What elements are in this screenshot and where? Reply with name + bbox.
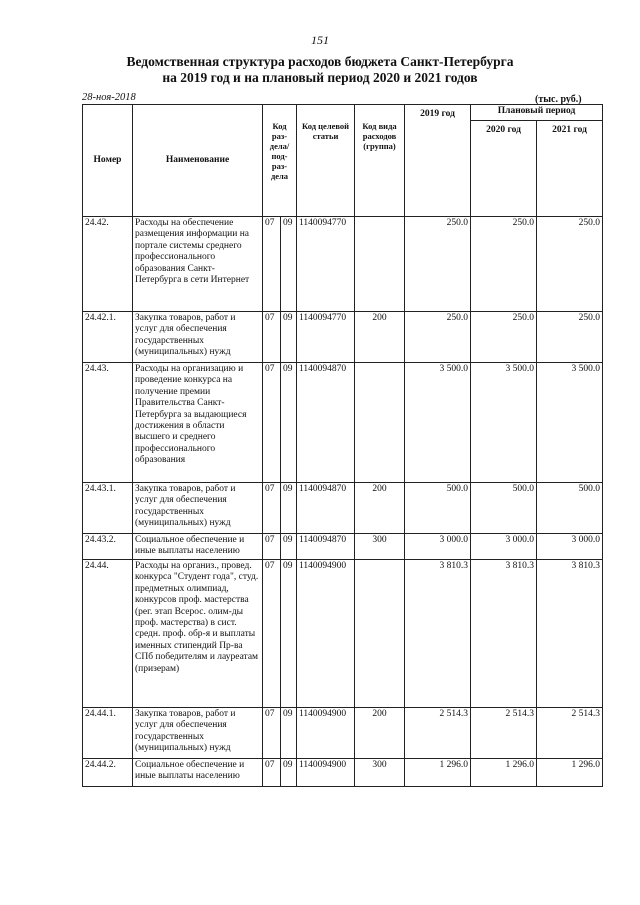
table-row [83, 483, 603, 534]
header-article: Код целевой статьи [297, 105, 355, 217]
row-expense-type: 300 [355, 534, 405, 560]
row-value-2021: 2 514.3 [537, 708, 603, 759]
title-line-2: на 2019 год и на плановый период 2020 и 2021 годов [162, 70, 478, 85]
page-number: 151 [311, 33, 329, 47]
row-section: 07 [263, 483, 281, 534]
header-year-2020: 2020 год [471, 121, 537, 217]
row-expense-type: 200 [355, 483, 405, 534]
row-article: 1140094870 [297, 483, 355, 534]
row-value-2020: 250.0 [471, 312, 537, 363]
row-subsection: 09 [281, 560, 297, 708]
row-expense-type [355, 363, 405, 483]
row-expense-type: 300 [355, 759, 405, 787]
row-subsection: 09 [281, 759, 297, 787]
row-number: 24.43.2. [83, 534, 133, 560]
row-expense-type: 200 [355, 708, 405, 759]
row-section: 07 [263, 363, 281, 483]
row-value-2020: 2 514.3 [471, 708, 537, 759]
header-number: Номер [83, 105, 133, 217]
row-expense-type [355, 560, 405, 708]
row-number: 24.43.1. [83, 483, 133, 534]
row-value-2019: 3 000.0 [405, 534, 471, 560]
header-expense-type: Код вида расходов (группа) [355, 105, 405, 217]
row-section: 07 [263, 534, 281, 560]
row-value-2021: 250.0 [537, 312, 603, 363]
row-article: 1140094900 [297, 759, 355, 787]
row-value-2021: 250.0 [537, 217, 603, 312]
row-value-2021: 1 296.0 [537, 759, 603, 787]
row-number: 24.44. [83, 560, 133, 708]
row-name: Социальное обеспечение и иные выплаты населению [133, 759, 263, 787]
row-value-2021: 3 500.0 [537, 363, 603, 483]
row-subsection: 09 [281, 217, 297, 312]
row-number: 24.44.2. [83, 759, 133, 787]
row-value-2021: 3 810.3 [537, 560, 603, 708]
row-number: 24.42.1. [83, 312, 133, 363]
row-value-2021: 500.0 [537, 483, 603, 534]
row-expense-type: 200 [355, 312, 405, 363]
row-value-2020: 250.0 [471, 217, 537, 312]
row-value-2019: 500.0 [405, 483, 471, 534]
row-value-2019: 3 500.0 [405, 363, 471, 483]
units-label: (тыс. руб.) [535, 94, 582, 105]
row-name: Расходы на организ., провед. конкурса "Студент года", студ. предметных олимпиад, конкурсов проф. мастерства (рег. этап Всерос. олим-ды проф. мастерства) в сист. средн. проф. обр-я и выплаты именных стипендий Пр-ва СПб победителям и лауреатам (призерам) [133, 560, 263, 708]
row-article: 1140094900 [297, 708, 355, 759]
row-value-2019: 3 810.3 [405, 560, 471, 708]
row-name: Расходы на организацию и проведение конкурса на получение премии Правительства Санкт-Петербурга за выдающиеся достижения в области высшего и среднего профессионального образования [133, 363, 263, 483]
row-subsection: 09 [281, 708, 297, 759]
table-row [83, 363, 603, 483]
row-value-2021: 3 000.0 [537, 534, 603, 560]
row-value-2019: 250.0 [405, 217, 471, 312]
budget-table [82, 104, 603, 787]
row-value-2020: 3 810.3 [471, 560, 537, 708]
row-value-2020: 3 500.0 [471, 363, 537, 483]
table-row [83, 312, 603, 363]
row-name: Социальное обеспечение и иные выплаты населению [133, 534, 263, 560]
row-section: 07 [263, 312, 281, 363]
row-value-2020: 500.0 [471, 483, 537, 534]
row-article: 1140094870 [297, 534, 355, 560]
row-subsection: 09 [281, 363, 297, 483]
row-section: 07 [263, 708, 281, 759]
document-title [0, 54, 640, 86]
table-row [83, 759, 603, 787]
row-name: Расходы на обеспечение размещения информации на портале системы среднего профессионального образования Санкт-Петербурга в сети Интернет [133, 217, 263, 312]
row-value-2019: 1 296.0 [405, 759, 471, 787]
row-number: 24.44.1. [83, 708, 133, 759]
row-article: 1140094870 [297, 363, 355, 483]
row-subsection: 09 [281, 483, 297, 534]
row-name: Закупка товаров, работ и услуг для обеспечения государственных (муниципальных) нужд [133, 483, 263, 534]
table-row [83, 217, 603, 312]
row-article: 1140094900 [297, 560, 355, 708]
row-article: 1140094770 [297, 217, 355, 312]
row-number: 24.43. [83, 363, 133, 483]
row-name: Закупка товаров, работ и услуг для обеспечения государственных (муниципальных) нужд [133, 708, 263, 759]
header-section: Код раз- дела/ под- раз- дела [263, 105, 297, 217]
table-row [83, 708, 603, 759]
row-expense-type [355, 217, 405, 312]
title-line-1: Ведомственная структура расходов бюджета Санкт-Петербурга [126, 54, 514, 69]
row-number: 24.42. [83, 217, 133, 312]
row-section: 07 [263, 560, 281, 708]
row-value-2020: 3 000.0 [471, 534, 537, 560]
row-section: 07 [263, 217, 281, 312]
table-row [83, 534, 603, 560]
row-name: Закупка товаров, работ и услуг для обеспечения государственных (муниципальных) нужд [133, 312, 263, 363]
row-value-2019: 2 514.3 [405, 708, 471, 759]
document-date: 28-ноя-2018 [82, 92, 136, 103]
header-planned-period: Плановый период [471, 105, 603, 121]
table-row [83, 560, 603, 708]
row-subsection: 09 [281, 534, 297, 560]
row-value-2019: 250.0 [405, 312, 471, 363]
row-section: 07 [263, 759, 281, 787]
header-year-2019: 2019 год [405, 105, 471, 217]
row-article: 1140094770 [297, 312, 355, 363]
header-name: Наименование [133, 105, 263, 217]
header-year-2021: 2021 год [537, 121, 603, 217]
row-subsection: 09 [281, 312, 297, 363]
row-value-2020: 1 296.0 [471, 759, 537, 787]
